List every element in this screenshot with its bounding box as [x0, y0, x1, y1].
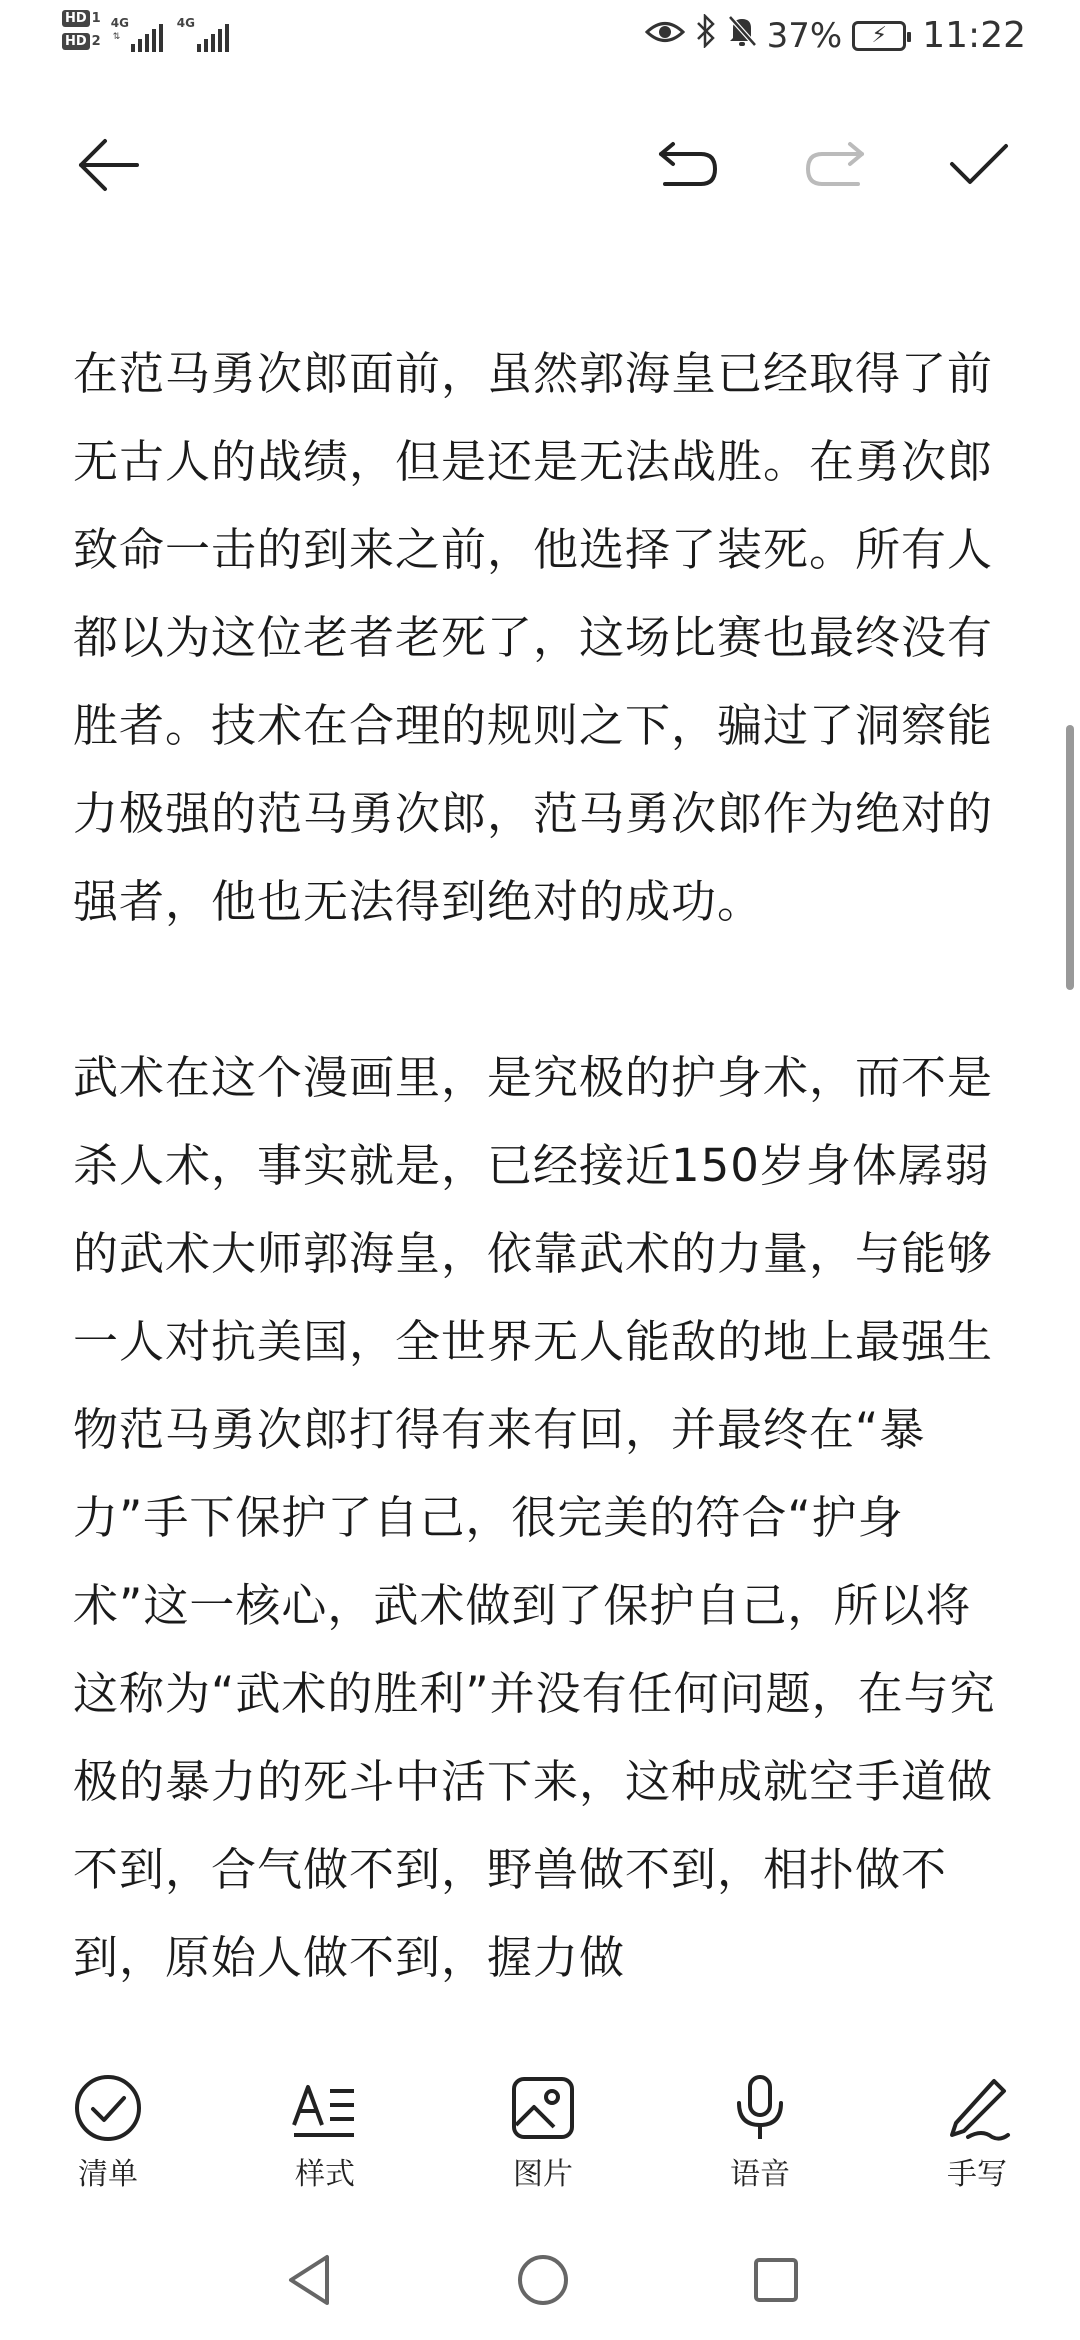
image-label: 图片 — [513, 2157, 573, 2192]
save-button[interactable] — [944, 130, 1014, 200]
checkmark-icon — [946, 140, 1012, 190]
pen-icon — [942, 2073, 1012, 2143]
hd-badge-2 — [62, 33, 101, 50]
network-type-label: 4G — [176, 16, 195, 30]
text-style-icon — [290, 2073, 360, 2143]
data-arrows-icon: ⇅ — [112, 32, 121, 42]
hd-label: HD — [62, 10, 90, 27]
sim-slot-label: 2 — [91, 34, 101, 49]
system-indicators — [645, 14, 1026, 57]
redo-button[interactable] — [800, 130, 870, 200]
voice-button[interactable] — [700, 2073, 820, 2193]
redo-icon — [802, 140, 868, 190]
nav-back-icon — [285, 2253, 335, 2307]
bluetooth-icon — [695, 14, 717, 57]
note-paragraph[interactable]: 武术在这个漫画里，是究极的护身术，而不是杀人术，事实就是，已经接近150岁身体孱弱的武术大师郭海皇，依靠武术的力量，与能够一人对抗美国，全世界无人能敌的地上最强生物范马勇次郎打得有来有回，并最终在“暴力”手下保护了自己，很完美的符合“护身术”这一核心，武术做到了保护自己，所以将这称为“武术的胜利”并没有任何问题，在与究极的暴力的死斗中活下来，这种成就空手道做不到，合气做不到，野兽做不到，相扑做不到，原始人做不到，握力做 — [73, 1051, 996, 1984]
signal-strength-icon-2 — [177, 10, 233, 54]
style-button[interactable] — [265, 2073, 385, 2193]
back-button[interactable] — [73, 130, 143, 200]
battery-percent: 37% — [766, 15, 843, 56]
image-icon — [508, 2073, 578, 2143]
checklist-button[interactable] — [48, 2073, 168, 2193]
sim-indicators — [62, 10, 233, 54]
hd-badge-1 — [62, 10, 101, 27]
note-editor[interactable] — [73, 330, 1003, 2055]
navigation-bar — [0, 2230, 1080, 2340]
status-bar — [0, 0, 1080, 80]
clock: 11:22 — [922, 15, 1026, 56]
scrollbar[interactable] — [1066, 725, 1074, 990]
note-paragraph[interactable]: 在范马勇次郎面前，虽然郭海皇已经取得了前无古人的战绩，但是还是无法战胜。在勇次郎致命一击的到来之前，他选择了装死。所有人都以为这位老者老死了，这场比赛也最终没有胜者。技术在合理的规则之下，骗过了洞察能力极强的范马勇次郎，范马勇次郎作为绝对的强者，他也无法得到绝对的成功。 — [73, 347, 994, 928]
format-bar — [0, 2055, 1080, 2205]
nav-home-icon — [516, 2253, 570, 2307]
checklist-label: 清单 — [78, 2157, 138, 2192]
style-label: 样式 — [295, 2157, 355, 2192]
undo-button[interactable] — [653, 130, 723, 200]
handwrite-button[interactable] — [917, 2073, 1037, 2193]
voice-label: 语音 — [730, 2157, 790, 2192]
signal-strength-icon-1 — [111, 10, 167, 54]
nav-recent-icon — [751, 2255, 801, 2305]
nav-back-button[interactable] — [275, 2245, 345, 2315]
hd-label: HD — [62, 33, 90, 50]
nav-home-button[interactable] — [508, 2245, 578, 2315]
back-arrow-icon — [75, 135, 141, 195]
microphone-icon — [725, 2073, 795, 2143]
undo-icon — [655, 140, 721, 190]
network-type-label: 4G — [110, 16, 129, 30]
checklist-icon — [73, 2073, 143, 2143]
mute-bell-icon — [727, 14, 757, 57]
handwrite-label: 手写 — [947, 2157, 1007, 2192]
image-button[interactable] — [483, 2073, 603, 2193]
battery-charging-icon: ⚡ — [852, 21, 906, 51]
editor-toolbar — [0, 110, 1080, 210]
sim-slot-label: 1 — [91, 11, 101, 26]
nav-recent-button[interactable] — [741, 2245, 811, 2315]
eye-icon — [645, 16, 685, 56]
